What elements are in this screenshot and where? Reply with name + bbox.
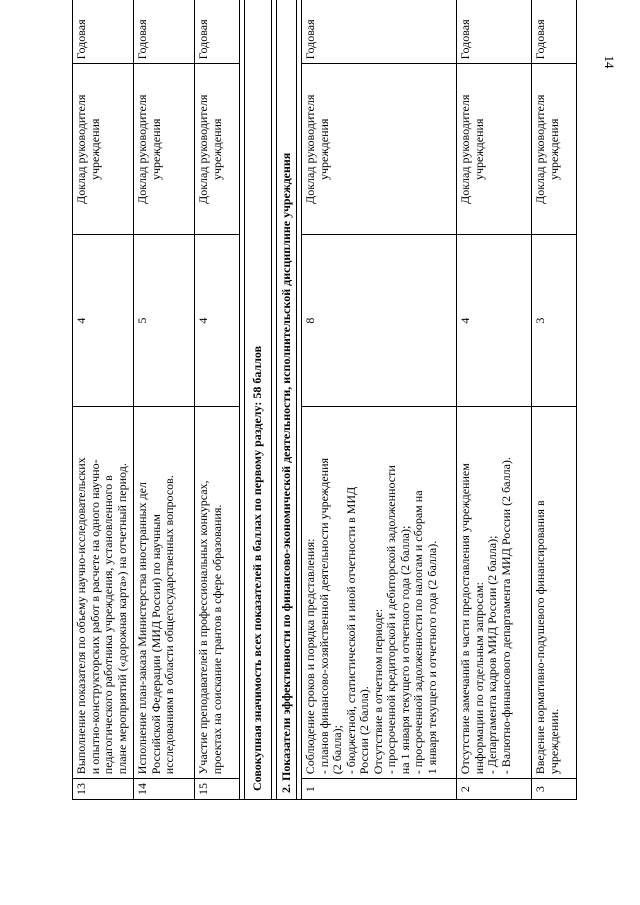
source-line: Доклад руководителя — [303, 94, 317, 204]
description-line: Отсутствие в отчетном периоде: — [370, 608, 385, 775]
report-period: Годовая — [532, 0, 577, 64]
source-line: учреждения — [316, 118, 331, 180]
description-line: Соблюдение сроков и порядка представления: — [303, 538, 317, 775]
section-heading-row — [276, 0, 297, 800]
row-number: 14 — [134, 779, 195, 800]
table-row — [302, 0, 457, 800]
report-source — [73, 64, 134, 235]
indicator-description — [302, 407, 457, 779]
description-line: и опытно-конструкторских работ в расчете на одного научно- — [87, 459, 102, 775]
indicator-score: 4 — [73, 235, 134, 407]
description-line: 1 января текущего и отчетного года (2 балла). — [424, 540, 439, 775]
indicator-description — [195, 407, 240, 779]
description-line: России (2 балла). — [357, 686, 371, 775]
page-number: 14 — [602, 55, 617, 69]
source-line: учреждения — [87, 118, 102, 180]
report-source — [134, 64, 195, 235]
description-line: плане мероприятий («дорожная карта») на отчетный период. — [114, 463, 129, 775]
source-line: Доклад руководителя — [196, 94, 210, 204]
table-row — [195, 0, 240, 800]
section-heading: 2. Показатели эффективности по финансово-экономической деятельности, исполнительской дисциплине учреждения — [276, 0, 297, 800]
description-line: - Департамента кадров МИД России (2 балла); — [485, 535, 499, 775]
report-period: Годовая — [195, 0, 240, 64]
section-total-row — [245, 0, 272, 800]
report-period: Годовая — [302, 0, 457, 64]
source-line: учреждения — [148, 118, 163, 180]
row-number: 13 — [73, 779, 134, 800]
description-line: исследованиям в области общегосударственных вопросов. — [162, 475, 176, 775]
table-row — [73, 0, 134, 800]
report-period: Годовая — [457, 0, 532, 64]
row-number: 2 — [457, 779, 532, 800]
description-line: (2 балла); — [330, 725, 344, 775]
description-line: Участие преподавателей в профессиональных конкурсах, — [196, 480, 210, 775]
description-line: Отсутствие замечаний в части предоставления учреждением — [458, 463, 472, 775]
report-source — [302, 64, 457, 235]
description-line: Российской Федерации (МИД России) по научным — [148, 514, 163, 775]
description-line: - Валютно-финансового департамента МИД России (2 балла). — [498, 457, 513, 775]
source-line: Доклад руководителя — [533, 94, 547, 204]
source-line: учреждения — [471, 118, 486, 180]
row-number: 15 — [195, 779, 240, 800]
indicator-description — [532, 407, 577, 779]
report-source — [457, 64, 532, 235]
description-line: Выполнение показателя по объему научно-исследовательских — [74, 457, 88, 775]
description-line: - просроченной задолженности по налогам и сборам на — [411, 490, 425, 775]
description-line: - просроченной кредиторской и дебиторской задолженности — [384, 465, 398, 775]
source-line: Доклад руководителя — [458, 94, 472, 204]
row-number: 1 — [302, 779, 457, 800]
table-row — [532, 0, 577, 800]
source-line: Доклад руководителя — [74, 94, 88, 204]
indicator-score: 4 — [195, 235, 240, 407]
indicator-score: 8 — [302, 235, 457, 407]
description-line: на 1 января текущего и отчетного года (2 балла); — [397, 525, 412, 775]
source-line: учреждения — [546, 118, 561, 180]
description-line: информации по отдельным запросам: — [471, 581, 486, 775]
source-line: учреждения — [209, 118, 224, 180]
row-number: 3 — [532, 779, 577, 800]
report-source — [532, 64, 577, 235]
section-total: Совокупная значимость всех показателей в баллах по первому разделу: 58 баллов — [245, 0, 272, 800]
indicator-description — [73, 407, 134, 779]
description-line: Введение нормативно-подушевого финансирования в — [533, 500, 547, 775]
report-period: Годовая — [134, 0, 195, 64]
rotated-document — [72, 0, 612, 800]
table-row — [457, 0, 532, 800]
report-source — [195, 64, 240, 235]
indicator-score: 3 — [532, 235, 577, 407]
report-period: Годовая — [73, 0, 134, 64]
description-line: - планов финансово-хозяйственной деятельности учреждения — [316, 457, 331, 775]
description-line: учреждении. — [546, 708, 561, 775]
table-row — [134, 0, 195, 800]
description-line: проектах на соискание грантов в сфере образования. — [209, 504, 224, 775]
description-line: Исполнение план-заказа Министерства иностранных дел — [135, 482, 149, 775]
description-line: - бюджетной, статистической и иной отчетности в МИД — [343, 486, 358, 775]
indicator-score: 4 — [457, 235, 532, 407]
indicators-table — [72, 0, 577, 800]
indicator-description — [457, 407, 532, 779]
indicator-description — [134, 407, 195, 779]
indicator-score: 5 — [134, 235, 195, 407]
description-line: педагогического работника учреждения, установленного в — [101, 475, 115, 775]
source-line: Доклад руководителя — [135, 94, 149, 204]
